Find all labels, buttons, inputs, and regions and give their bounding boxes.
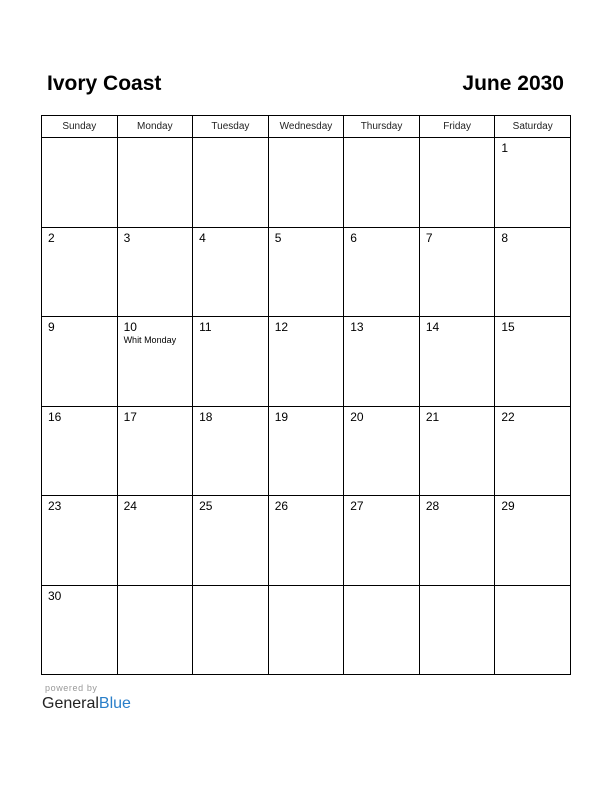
weekday-tuesday: Tuesday: [193, 116, 269, 138]
day-cell: [193, 496, 269, 586]
day-number: 1: [501, 141, 509, 155]
day-cell: [419, 138, 495, 228]
day-number: 27: [350, 499, 364, 513]
generalblue-logo: [42, 694, 131, 714]
day-number: 14: [425, 320, 440, 334]
day-number: 25: [199, 499, 213, 513]
day-number: 13: [350, 320, 364, 334]
day-number: 2: [48, 230, 55, 245]
day-number: 23: [48, 499, 62, 513]
day-cell: [344, 496, 420, 586]
weekday-wednesday: Wednesday: [268, 116, 344, 138]
day-number: 24: [123, 499, 137, 513]
day-cell: [344, 406, 420, 496]
day-number: 26: [274, 499, 289, 513]
holiday-label: Whit Monday: [123, 335, 177, 345]
day-cell: [344, 227, 420, 317]
day-number: 5: [274, 230, 282, 245]
day-cell: [268, 406, 344, 496]
day-cell: [42, 317, 118, 407]
week-row: [42, 227, 571, 317]
day-cell: [419, 406, 495, 496]
day-cell: [42, 227, 118, 317]
country-title: Ivory Coast: [47, 72, 162, 95]
day-number: 18: [199, 409, 213, 424]
week-row: [42, 317, 571, 407]
day-number: 11: [199, 320, 212, 334]
day-cell: [419, 496, 495, 586]
day-number: 15: [501, 320, 515, 334]
day-number: 21: [425, 409, 440, 424]
day-cell: [344, 317, 420, 407]
day-cell: [344, 138, 420, 228]
day-cell: [419, 317, 495, 407]
day-number: 20: [350, 409, 364, 424]
weekday-friday: Friday: [419, 116, 495, 138]
day-cell: [268, 138, 344, 228]
week-row: [42, 138, 571, 228]
day-number: 6: [350, 230, 357, 245]
day-number: 22: [501, 409, 515, 424]
day-cell: [344, 585, 420, 675]
day-cell: [193, 138, 269, 228]
weekday-thursday: Thursday: [344, 116, 420, 138]
day-cell: [268, 585, 344, 675]
day-cell: [419, 227, 495, 317]
day-cell: [268, 317, 344, 407]
day-number: 12: [274, 320, 289, 334]
day-number: 30: [48, 588, 62, 603]
day-cell: [193, 406, 269, 496]
day-cell: [42, 496, 118, 586]
month-year-title: June 2030: [462, 72, 564, 95]
day-cell: [495, 138, 571, 228]
logo-blue-text: Blue: [98, 695, 131, 712]
week-row: [42, 496, 571, 586]
day-number: 19: [274, 409, 289, 424]
day-cell: [495, 317, 571, 407]
day-cell: [117, 138, 193, 228]
day-cell: [193, 317, 269, 407]
day-number: 3: [123, 230, 131, 245]
weekday-monday: Monday: [117, 116, 193, 138]
day-number: 8: [501, 230, 509, 245]
day-cell: [495, 496, 571, 586]
day-cell: [495, 227, 571, 317]
day-number: 10: [123, 320, 137, 334]
weekday-sunday: Sunday: [42, 116, 118, 138]
day-cell: [42, 138, 118, 228]
weekday-header-row: [42, 116, 571, 138]
week-row: [42, 585, 571, 675]
logo-general-text: General: [42, 695, 99, 712]
day-cell: [42, 585, 118, 675]
day-cell: [193, 227, 269, 317]
day-cell: [117, 585, 193, 675]
day-cell: [117, 317, 193, 407]
day-number: 4: [199, 230, 206, 245]
day-number: 7: [425, 230, 433, 245]
day-cell: [117, 406, 193, 496]
day-number: 29: [501, 499, 515, 513]
day-cell: [495, 585, 571, 675]
day-cell: [117, 496, 193, 586]
day-cell: [268, 496, 344, 586]
calendar-grid: [41, 115, 571, 675]
weekday-saturday: Saturday: [495, 116, 571, 138]
day-cell: [193, 585, 269, 675]
day-cell: [117, 227, 193, 317]
powered-by-label: powered by: [45, 683, 98, 693]
day-number: 9: [48, 320, 55, 334]
day-cell: [495, 406, 571, 496]
week-row: [42, 406, 571, 496]
day-cell: [419, 585, 495, 675]
day-cell: [268, 227, 344, 317]
day-number: 16: [48, 409, 62, 424]
day-cell: [42, 406, 118, 496]
day-number: 28: [425, 499, 440, 513]
day-number: 17: [123, 409, 137, 424]
